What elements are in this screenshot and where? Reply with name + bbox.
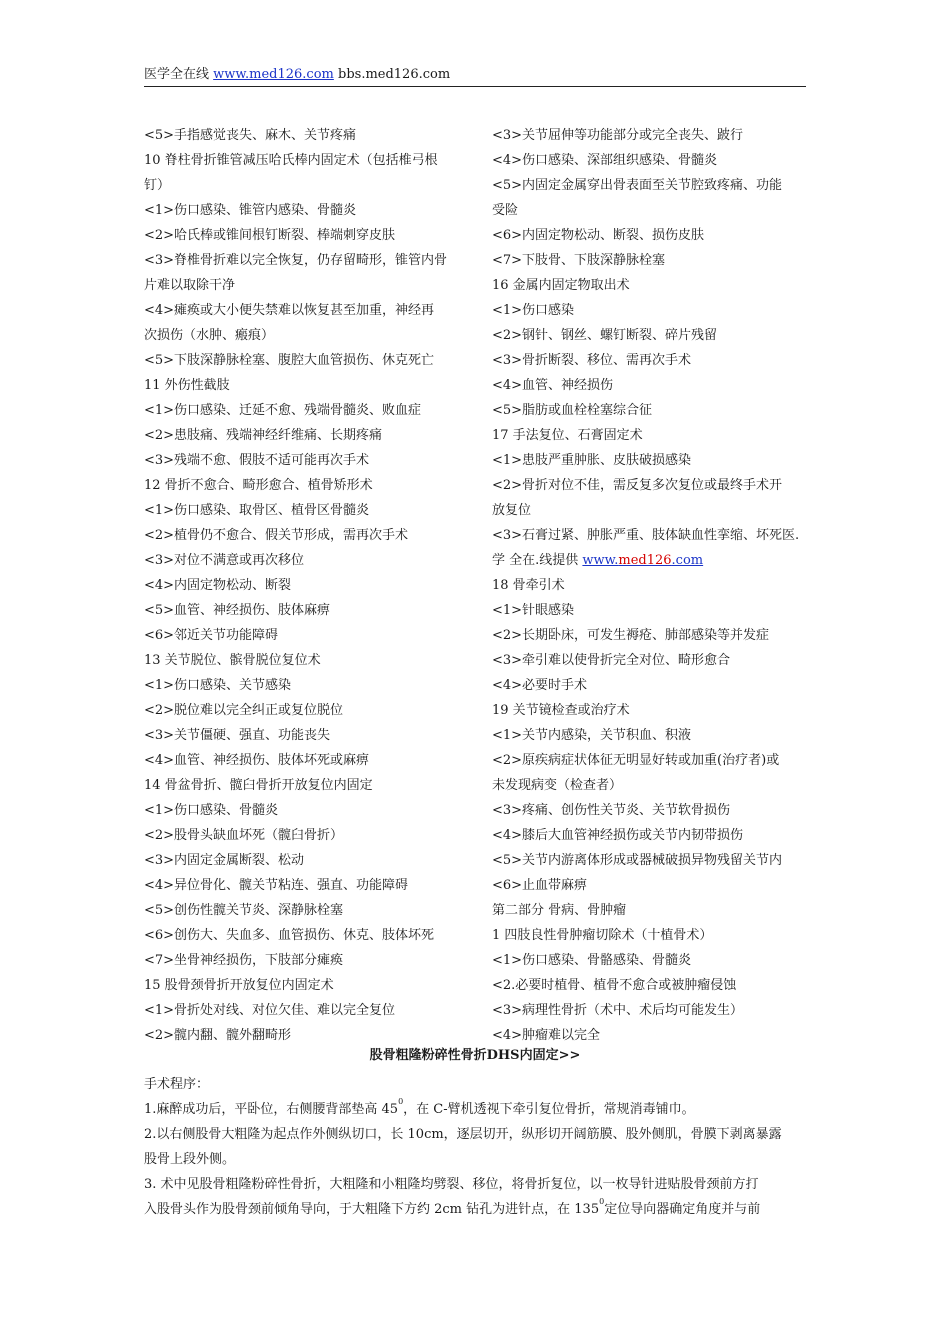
list-item: <7>坐骨神经损伤，下肢部分瘫痪 [144, 953, 344, 968]
list-item: 第二部分 骨病、骨肿瘤 [492, 903, 627, 918]
list-item: <5>下肢深静脉栓塞、腹腔大血管损伤、休克死亡 [144, 353, 435, 368]
list-item: 18 骨牵引术 [492, 578, 565, 593]
list-item: <5>手指感觉丧失、麻木、关节疼痛 [144, 128, 357, 143]
list-item: <3>石膏过紧、肿胀严重、肢体缺血性挛缩、坏死医. [492, 528, 800, 543]
list-item: <5>血管、神经损伤、肢体麻痹 [144, 603, 331, 618]
list-item: <7>下肢骨、下肢深静脉栓塞 [492, 253, 666, 268]
site-link[interactable]: www.med126.com [213, 67, 334, 82]
list-item: <2>哈氏棒或锥间根钉断裂、棒端刺穿皮肤 [144, 228, 396, 243]
list-item: <6>邻近关节功能障碍 [144, 628, 279, 643]
list-item: 12 骨折不愈合、畸形愈合、植骨矫形术 [144, 478, 373, 493]
list-item: <2>脱位难以完全纠正或复位脱位 [144, 703, 344, 718]
list-item: <5>创伤性髋关节炎、深静脉栓塞 [144, 903, 344, 918]
list-item: <1>骨折处对线、对位欠佳、难以完全复位 [144, 1003, 396, 1018]
list-item: 17 手法复位、石膏固定术 [492, 428, 643, 443]
list-item: <6>内固定物松动、断裂、损伤皮肤 [492, 228, 705, 243]
list-item: <3>疼痛、创伤性关节炎、关节软骨损伤 [492, 803, 731, 818]
article-line: 3. 术中见股骨粗隆粉碎性骨折，大粗隆和小粗隆均劈裂、移位，将骨折复位，以一枚导针进贴股骨颈前方打 [144, 1177, 759, 1192]
article-line: 股骨上段外侧。 [144, 1152, 236, 1167]
list-item: <4>瘫痪或大小便失禁难以恢复甚至加重，神经再 [144, 303, 435, 318]
list-item: 16 金属内固定物取出术 [492, 278, 630, 293]
list-item: 15 股骨颈骨折开放复位内固定术 [144, 978, 334, 993]
list-item: <4>膝后大血管神经损伤或关节内韧带损伤 [492, 828, 744, 843]
degree-superscript: 0 [398, 1097, 404, 1106]
list-item: 片难以取除干净 [144, 278, 236, 293]
list-item: <3>关节屈伸等功能部分或完全丧失、跛行 [492, 128, 744, 143]
article-line: 2.以右侧股骨大粗隆为起点作外侧纵切口，长 10cm，逐层切开，纵形切开阔筋膜、股外侧肌，骨膜下剥离暴露 [144, 1127, 782, 1142]
list-item: <4>伤口感染、深部组织感染、骨髓炎 [492, 153, 718, 168]
site-name: 医学全在线 [144, 67, 210, 82]
list-item: <1>针眼感染 [492, 603, 575, 618]
article-line: 1.麻醉成功后，平卧位，右侧腰背部垫高 $45^0$，在 C-臂机透视下牵引复位骨折，常规消毒铺巾。 [144, 1097, 695, 1117]
article-title[interactable]: 股骨粗隆粉碎性骨折DHS内固定>> [369, 1048, 581, 1063]
list-item: <2>髋内翻、髋外翻畸形 [144, 1028, 292, 1043]
list-item: 受险 [492, 203, 519, 218]
list-item: <1>关节内感染，关节积血、积液 [492, 728, 692, 743]
list-item: <2>骨折对位不佳，需反复多次复位或最终手术开 [492, 478, 783, 493]
list-item: <4>异位骨化、髋关节粘连、强直、功能障碍 [144, 878, 409, 893]
list-item: <3>骨折断裂、移位、需再次手术 [492, 353, 692, 368]
list-item: 次损伤（水肿、瘢痕） [144, 328, 275, 343]
list-item: <3>脊椎骨折难以完全恢复，仍存留畸形，锥管内骨 [144, 253, 448, 268]
list-item: <5>内固定金属穿出骨表面至关节腔致疼痛、功能 [492, 178, 783, 193]
list-item: <5>脂肪或血栓栓塞综合征 [492, 403, 653, 418]
list-item: <4>内固定物松动、断裂 [144, 578, 292, 593]
page-header [144, 64, 806, 87]
list-item: <1>伤口感染、骨骼感染、骨髓炎 [492, 953, 692, 968]
list-item: <1>伤口感染、骨髓炎 [144, 803, 279, 818]
list-item: <1>伤口感染 [492, 303, 575, 318]
list-item: <2>患肢痛、残端神经纤维痛、长期疼痛 [144, 428, 383, 443]
list-item: <2>钢针、钢丝、螺钉断裂、碎片残留 [492, 328, 718, 343]
left-column [144, 123, 462, 1048]
list-item: <2>原疾病症状体征无明显好转或加重(治疗者)或 [492, 753, 780, 768]
list-item: <2>长期卧床，可发生褥疮、肺部感染等并发症 [492, 628, 770, 643]
list-item: <3>对位不满意或再次移位 [144, 553, 305, 568]
list-item: <1>伤口感染、取骨区、植骨区骨髓炎 [144, 503, 370, 518]
article-line: 入股骨头作为股骨颈前倾角导向，于大粗隆下方约 2cm 钻孔为进针点，在 $135^0$定位导向器确定角度并与前 [144, 1197, 761, 1217]
list-item: <2>植骨仍不愈合、假关节形成，需再次手术 [144, 528, 409, 543]
article-body [144, 1072, 806, 1222]
list-item: <2.必要时植骨、植骨不愈合或被肿瘤侵蚀 [492, 978, 737, 993]
list-item: <1>伤口感染、锥管内感染、骨髓炎 [144, 203, 357, 218]
list-item: <3>病理性骨折（术中、术后均可能发生） [492, 1003, 744, 1018]
list-item: <2>股骨头缺血坏死（髋臼骨折） [144, 828, 344, 843]
list-item: 10 脊柱骨折锥管减压哈氏棒内固定术（包括椎弓根 [144, 153, 438, 168]
list-item: <4>血管、神经损伤 [492, 378, 614, 393]
list-item: <1>患肢严重肿胀、皮肤破损感染 [492, 453, 692, 468]
list-item: <4>必要时手术 [492, 678, 588, 693]
list-item: 19 关节镜检查或治疗术 [492, 703, 630, 718]
list-item: <3>关节僵硬、强直、功能丧失 [144, 728, 331, 743]
list-item: 学 全在.线提供 www.med126.com [492, 553, 704, 568]
list-item: <6>创伤大、失血多、血管损伤、休克、肢体坏死 [144, 928, 435, 943]
list-item: <4>肿瘤难以完全 [492, 1028, 601, 1043]
degree-superscript: 0 [599, 1197, 605, 1206]
list-item: <3>内固定金属断裂、松动 [144, 853, 305, 868]
list-item: <5>关节内游离体形成或器械破损异物残留关节内 [492, 853, 783, 868]
med126-link[interactable]: www.med126.com [582, 553, 704, 568]
forum-link[interactable]: bbs.med126.com [338, 67, 451, 82]
list-item: 钉） [144, 178, 171, 193]
list-item: <3>残端不愈、假肢不适可能再次手术 [144, 453, 370, 468]
list-item: <3>牵引难以使骨折完全对位、畸形愈合 [492, 653, 731, 668]
article-line: 手术程序： [144, 1077, 210, 1092]
right-column [492, 123, 808, 1048]
list-item: <6>止血带麻痹 [492, 878, 588, 893]
list-item: 放复位 [492, 503, 532, 518]
list-item: 11 外伤性截肢 [144, 378, 230, 393]
list-item: 未发现病变（检查者） [492, 778, 623, 793]
list-item: 14 骨盆骨折、髋臼骨折开放复位内固定 [144, 778, 373, 793]
list-item: 1 四肢良性骨肿瘤切除术（十植骨术） [492, 928, 713, 943]
list-item: <4>血管、神经损伤、肢体坏死或麻痹 [144, 753, 370, 768]
list-item: <1>伤口感染、迁延不愈、残端骨髓炎、败血症 [144, 403, 422, 418]
list-item: 13 关节脱位、髌骨脱位复位术 [144, 653, 321, 668]
list-item: <1>伤口感染、关节感染 [144, 678, 292, 693]
